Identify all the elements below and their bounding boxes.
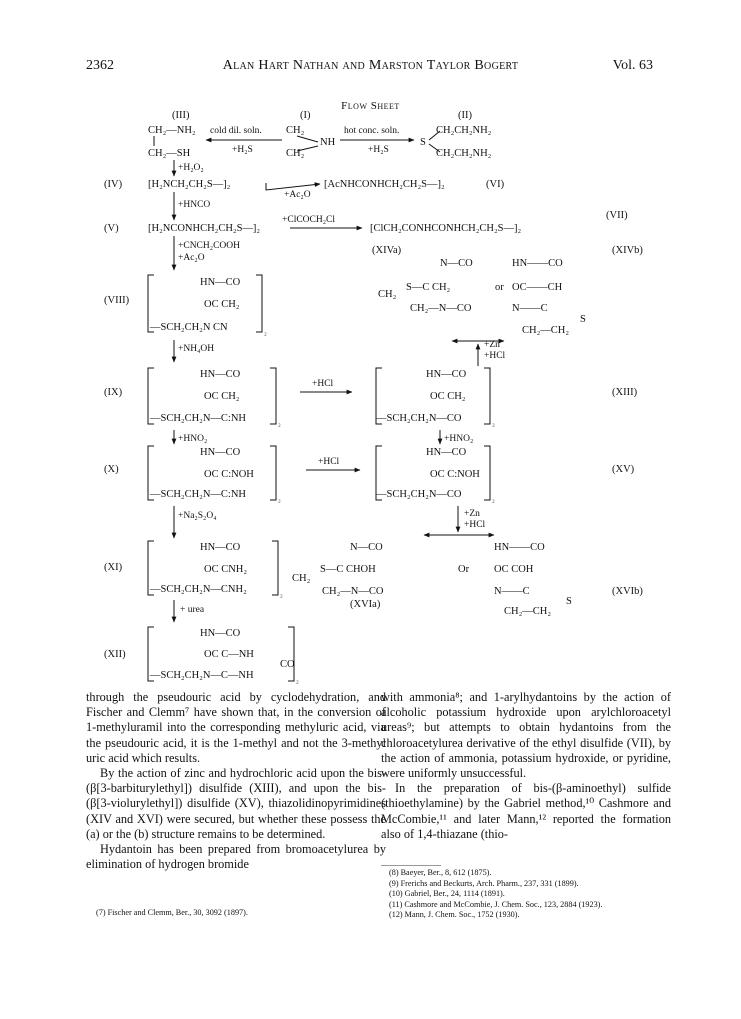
formula-xiva-1: N—CO xyxy=(440,258,473,269)
label-xi: (XI) xyxy=(104,562,123,573)
label-ix: (IX) xyxy=(104,387,123,398)
formula-xv-2: OC C:NOH xyxy=(430,469,480,480)
footnote-12: (12) Mann, J. Chem. Soc., 1752 (1930). xyxy=(389,910,520,919)
reagent-nh4oh: +NH₄OH xyxy=(178,344,215,354)
bracket-xiii-right xyxy=(484,368,490,424)
sub-x: ₂ xyxy=(278,494,281,503)
formula-xivb-s: S xyxy=(580,314,586,325)
flow-sheet-title: Flow Sheet xyxy=(341,100,400,112)
footnotes-right xyxy=(381,868,673,921)
label-ii: (II) xyxy=(458,110,472,121)
label-xiii: (XIII) xyxy=(612,387,638,398)
label-x: (X) xyxy=(104,464,119,475)
label-v: (V) xyxy=(104,223,119,234)
formula-xiii-3: —SCH₂CH₂N—CO xyxy=(376,413,462,424)
page-number: 2362 xyxy=(86,58,114,73)
label-i: (I) xyxy=(300,110,311,121)
left-paragraph-1: through the pseudouric acid by cyclodehydration, and Fischer and Clemm⁷ have shown that, in the conversion of 1-methyluramil into the corresponding methyluric acid, via the pseudouric acid, it is the 1-methyl and not the 3-methyl uric acid which results. xyxy=(86,690,386,765)
right-paragraph-2: In the preparation of bis-(β-aminoethyl) sulfide (thioethylamine) by the Gabriel method,¹⁰ Cashmore and McCombie,¹¹ and later Mann,¹² reported the formation also of 1,4-thiazane (thio- xyxy=(381,781,671,841)
formula-xvib-s: S xyxy=(566,596,572,607)
formula-ix-1: HN—CO xyxy=(200,369,241,380)
formula-xvia-2: S—C CHOH xyxy=(320,564,376,575)
formula-xv-1: HN—CO xyxy=(426,447,467,458)
formula-viii-1: HN—CO xyxy=(200,277,241,288)
reagent-cnch2cooh: +CNCH₂COOH xyxy=(178,241,240,251)
reagent-urea: + urea xyxy=(180,605,205,615)
reagent-h2s-left: +H₂S xyxy=(232,145,253,155)
formula-xii-3: —SCH₂CH₂N—C—NH xyxy=(150,670,254,681)
bracket-xi-right xyxy=(272,541,278,595)
reagent-hcl-x: +HCl xyxy=(318,457,340,467)
reagent-hnco: +HNCO xyxy=(178,200,211,210)
formula-x-2: OC C:NOH xyxy=(204,469,254,480)
formula-viii-2: OC CH₂ xyxy=(204,299,240,310)
reagent-h2o2: +H₂O₂ xyxy=(178,163,204,173)
formula-ii-b: CH₂CH₂NH₂ xyxy=(436,148,492,159)
bond-i-upper xyxy=(297,136,318,142)
reagent-ac2o: +Ac₂O xyxy=(284,190,311,200)
formula-xvib-3: N——C xyxy=(494,586,530,597)
label-xvia: (XVIa) xyxy=(350,599,381,610)
footnote-10: (10) Gabriel, Ber., 24, 1114 (1891). xyxy=(389,889,505,898)
reagent-hcl-1: +HCl xyxy=(484,351,506,361)
formula-xvia-1: N—CO xyxy=(350,542,383,553)
footnote-rule xyxy=(381,865,441,866)
formula-xivb-2: OC——CH xyxy=(512,282,563,293)
label-viii: (VIII) xyxy=(104,295,130,306)
sub-xii: ₂ xyxy=(296,675,299,684)
or-xvi: Or xyxy=(458,564,470,575)
formula-v: [H₂NCONHCH₂CH₂S—]₂ xyxy=(148,223,261,234)
label-xii: (XII) xyxy=(104,649,126,660)
formula-vii: [ClCH₂CONHCONHCH₂CH₂S—]₂ xyxy=(370,223,522,234)
arrow-iv-to-vi xyxy=(266,183,320,190)
formula-xi-2: OC CNH₂ xyxy=(204,564,248,575)
running-head: Alan Hart Nathan and Marston Taylor Bogert xyxy=(222,58,519,73)
reagent-clcoch2cl: +ClCOCH₂Cl xyxy=(282,215,336,225)
footnote-7: (7) Fischer and Clemm, Ber., 30, 3092 (1897). xyxy=(96,908,248,917)
formula-ii-s: S xyxy=(420,137,426,148)
left-paragraph-3: Hydantoin has been prepared from bromoacetylurea by elimination of hydrogen bromide xyxy=(86,842,386,872)
footnote-11: (11) Cashmore and McCombie, J. Chem. Soc., 123, 2884 (1923). xyxy=(389,899,603,909)
sub-viii: ₂ xyxy=(264,327,267,336)
formula-xvia-ch2: CH₂ xyxy=(292,573,311,584)
reagent-hcl-2: +HCl xyxy=(464,520,486,530)
reagent-ac2o-b: +Ac₂O xyxy=(178,253,205,263)
label-xivb: (XIVb) xyxy=(612,245,643,256)
formula-xvia-3: CH₂—N—CO xyxy=(322,586,384,597)
formula-ix-2: OC CH₂ xyxy=(204,391,240,402)
formula-xvib-2: OC COH xyxy=(494,564,534,575)
label-xvib: (XVIb) xyxy=(612,586,643,597)
reagent-hno2-r: +HNO₂ xyxy=(444,434,474,444)
footnote-8: (8) Baeyer, Ber., 8, 612 (1875). xyxy=(389,868,492,877)
sub-xi: ₂ xyxy=(280,589,283,598)
or-xiv: or xyxy=(495,282,504,293)
reagent-hcl-ix: +HCl xyxy=(312,379,334,389)
reagent-zn-2: +Zn xyxy=(464,509,480,519)
formula-xii-2: OC C—NH xyxy=(204,649,254,660)
formula-xv-3: —SCH₂CH₂N—CO xyxy=(376,489,462,500)
formula-xiii-2: OC CH₂ xyxy=(430,391,466,402)
label-vi: (VI) xyxy=(486,179,505,190)
formula-xi-1: HN—CO xyxy=(200,542,241,553)
bracket-viii-right xyxy=(256,275,262,332)
formula-iii-a: CH₂—NH₂ xyxy=(148,125,196,136)
sub-ix: ₂ xyxy=(278,418,281,427)
formula-xivb-1: HN——CO xyxy=(512,258,563,269)
formula-x-3: —SCH₂CH₂N—C:NH xyxy=(150,489,247,500)
formula-i-b: CH₂ xyxy=(286,148,305,159)
right-paragraph-1: with ammonia⁸; and 1-arylhydantoins by the action of alcoholic potassium hydroxide upon arylchloroacetyl ureas⁹; but attempts to obtain hydantoins from the chloroacetylurea derivative of the ethyl disulfide (VII), by the action of ammonia, potassium hydroxide, or pyridine, were uniformly unsuccessful. xyxy=(381,690,671,781)
reagent-h2s-right: +H₂S xyxy=(368,145,389,155)
reagent-zn-1: +Zn xyxy=(484,340,500,350)
formula-xivb-4: CH₂—CH₂ xyxy=(522,325,569,336)
formula-ix-3: —SCH₂CH₂N—C:NH xyxy=(150,413,247,424)
formula-xvib-4: CH₂—CH₂ xyxy=(504,606,551,617)
formula-x-1: HN—CO xyxy=(200,447,241,458)
bracket-xv-right xyxy=(484,446,490,500)
formula-xi-3: —SCH₂CH₂N—CNH₂ xyxy=(150,584,247,595)
formula-xvib-1: HN——CO xyxy=(494,542,545,553)
right-column xyxy=(381,690,671,842)
label-iv: (IV) xyxy=(104,179,123,190)
formula-vi: [AcNHCONHCH₂CH₂S—]₂ xyxy=(324,179,445,190)
reagent-cold-dil: cold dil. soln. xyxy=(210,126,262,136)
sub-xiii: ₂ xyxy=(492,418,495,427)
formula-xiva-ch2: CH₂ xyxy=(378,289,397,300)
formula-iii-b: CH₂—SH xyxy=(148,148,191,159)
left-column xyxy=(86,690,386,872)
reagent-na2s2o4: +Na₂S₂O₄ xyxy=(178,511,217,521)
reagent-hot-conc: hot conc. soln. xyxy=(344,126,400,136)
formula-xii-co: CO xyxy=(280,659,295,670)
formula-xiva-3: CH₂—N—CO xyxy=(410,303,472,314)
label-vii: (VII) xyxy=(606,210,628,221)
left-paragraph-2: By the action of zinc and hydrochloric acid upon the bis-(β[3-barbiturylethyl]) disulfide (XIII), and upon the bis-(β[3-violurylethyl]) disulfide (XV), thiazolidinopyrimidines (XIV and XVI) were secured, but whether these possess the (a) or the (b) structure remains to be determined. xyxy=(86,766,386,841)
formula-viii-3: —SCH₂CH₂N CN xyxy=(150,322,228,333)
formula-i-a: CH₂ xyxy=(286,125,305,136)
bracket-ix-right xyxy=(270,368,276,424)
bracket-xii-right xyxy=(288,627,294,681)
sub-xv: ₂ xyxy=(492,494,495,503)
formula-ii-a: CH₂CH₂NH₂ xyxy=(436,125,492,136)
formula-xii-1: HN—CO xyxy=(200,628,241,639)
footnote-9: (9) Frerichs and Beckurts, Arch. Pharm., 237, 331 (1899). xyxy=(389,878,579,888)
formula-i-nh: NH xyxy=(320,137,336,148)
label-xiva: (XIVa) xyxy=(372,245,402,256)
formula-xiva-2: S—C CH₂ xyxy=(406,282,451,293)
label-iii: (III) xyxy=(172,110,190,121)
bracket-x-right xyxy=(270,446,276,500)
formula-xiii-1: HN—CO xyxy=(426,369,467,380)
volume-label: Vol. 63 xyxy=(612,58,653,73)
label-xv: (XV) xyxy=(612,464,635,475)
formula-iv: [H₂NCH₂CH₂S—]₂ xyxy=(148,179,231,190)
formula-xivb-3: N——C xyxy=(512,303,548,314)
reagent-hno2-l: +HNO₂ xyxy=(178,434,208,444)
